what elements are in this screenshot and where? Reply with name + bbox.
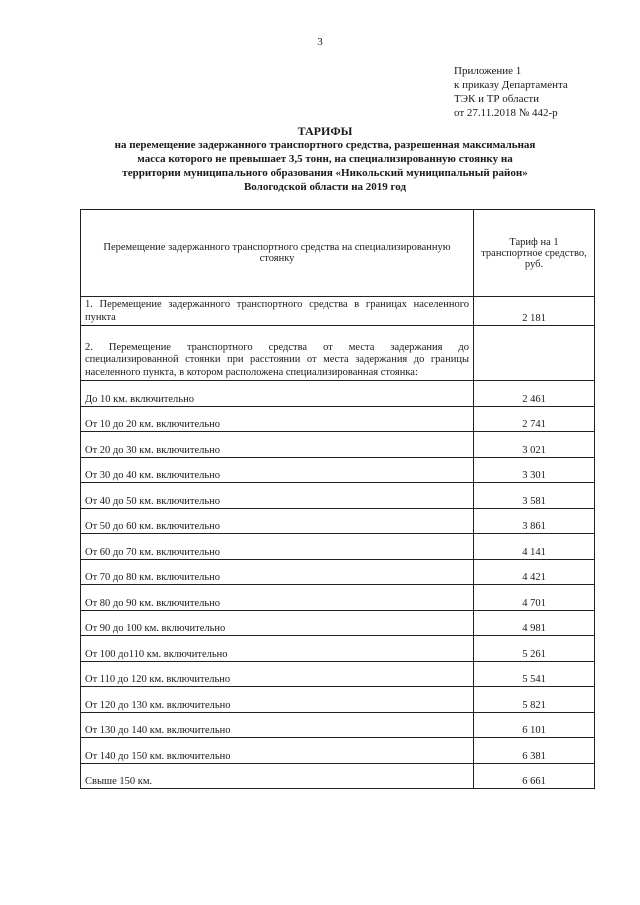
distance-label: От 60 до 70 км. включительно [81, 534, 474, 560]
table-row [81, 326, 595, 381]
tariff-value: 4 421 [474, 559, 595, 585]
table-row [81, 610, 595, 636]
tariff-value: 4 141 [474, 534, 595, 560]
distance-label: От 10 до 20 км. включительно [81, 406, 474, 432]
distance-label: От 70 до 80 км. включительно [81, 559, 474, 585]
table-row [81, 636, 595, 662]
table-header-row [81, 210, 595, 297]
tariff-value: 3 301 [474, 457, 595, 483]
distance-label: От 90 до 100 км. включительно [81, 610, 474, 636]
title-line: территории муниципального образования «Никольский муниципальный район» [122, 167, 528, 179]
distance-label: От 20 до 30 км. включительно [81, 432, 474, 458]
distance-label: От 40 до 50 км. включительно [81, 483, 474, 509]
tariff-value: 5 261 [474, 636, 595, 662]
tariff-value: 4 701 [474, 585, 595, 611]
table-row [81, 297, 595, 326]
title-heading: ТАРИФЫ [297, 124, 353, 138]
table-row [81, 559, 595, 585]
page-number: 3 [317, 36, 323, 48]
appendix-block [454, 64, 634, 120]
title-line: на перемещение задержанного транспортного средства, разрешенная максимальная [114, 139, 536, 151]
appendix-line: к приказу Департамента [454, 79, 568, 91]
table-row [81, 712, 595, 738]
table-row [81, 457, 595, 483]
table-row [81, 381, 595, 407]
appendix-line: от 27.11.2018 № 442-р [454, 107, 558, 119]
tariff-value: 2 741 [474, 406, 595, 432]
appendix-line: Приложение 1 [454, 65, 522, 77]
distance-label: Свыше 150 км. [81, 763, 474, 789]
table-row [81, 763, 595, 789]
tariff-value: 6 381 [474, 738, 595, 764]
table-row [81, 534, 595, 560]
item-2-value [474, 326, 595, 381]
tariff-value: 6 101 [474, 712, 595, 738]
tariff-table [80, 209, 595, 789]
tariff-value: 2 461 [474, 381, 595, 407]
table-row [81, 406, 595, 432]
item-1-value: 2 181 [474, 297, 595, 326]
header-description: Перемещение задержанного транспортного средства на специализированную стоянку [81, 210, 474, 297]
table-row [81, 508, 595, 534]
table-row [81, 661, 595, 687]
tariff-value: 5 821 [474, 687, 595, 713]
table-row [81, 738, 595, 764]
tariff-value: 3 581 [474, 483, 595, 509]
tariff-value: 3 021 [474, 432, 595, 458]
title-line: масса которого не превышает 3,5 тонн, на специализированную стоянку на [137, 153, 513, 165]
table-row [81, 432, 595, 458]
item-1-label: 1. Перемещение задержанного транспортного средства в границах населенного пункта [81, 297, 474, 326]
table-row [81, 585, 595, 611]
distance-label: От 110 до 120 км. включительно [81, 661, 474, 687]
tariff-value: 4 981 [474, 610, 595, 636]
tariff-value: 6 661 [474, 763, 595, 789]
header-tariff: Тариф на 1 транспортное средство, руб. [474, 210, 595, 297]
table-row [81, 483, 595, 509]
distance-label: От 30 до 40 км. включительно [81, 457, 474, 483]
table-row [81, 687, 595, 713]
tariff-value: 5 541 [474, 661, 595, 687]
appendix-line: ТЭК и ТР области [454, 93, 540, 105]
distance-label: До 10 км. включительно [81, 381, 474, 407]
distance-label: От 50 до 60 км. включительно [81, 508, 474, 534]
distance-label: От 140 до 150 км. включительно [81, 738, 474, 764]
distance-label: От 120 до 130 км. включительно [81, 687, 474, 713]
document-title [60, 124, 590, 194]
title-line: Вологодской области на 2019 год [243, 181, 407, 193]
tariff-value: 3 861 [474, 508, 595, 534]
distance-label: От 80 до 90 км. включительно [81, 585, 474, 611]
distance-label: От 100 до110 км. включительно [81, 636, 474, 662]
distance-label: От 130 до 140 км. включительно [81, 712, 474, 738]
item-2-label: 2. Перемещение транспортного средства от места задержания до специализированной стоянки при расстоянии от места задержания до границы населенного пункта, в котором расположена специализированная стоянка: [81, 326, 474, 381]
